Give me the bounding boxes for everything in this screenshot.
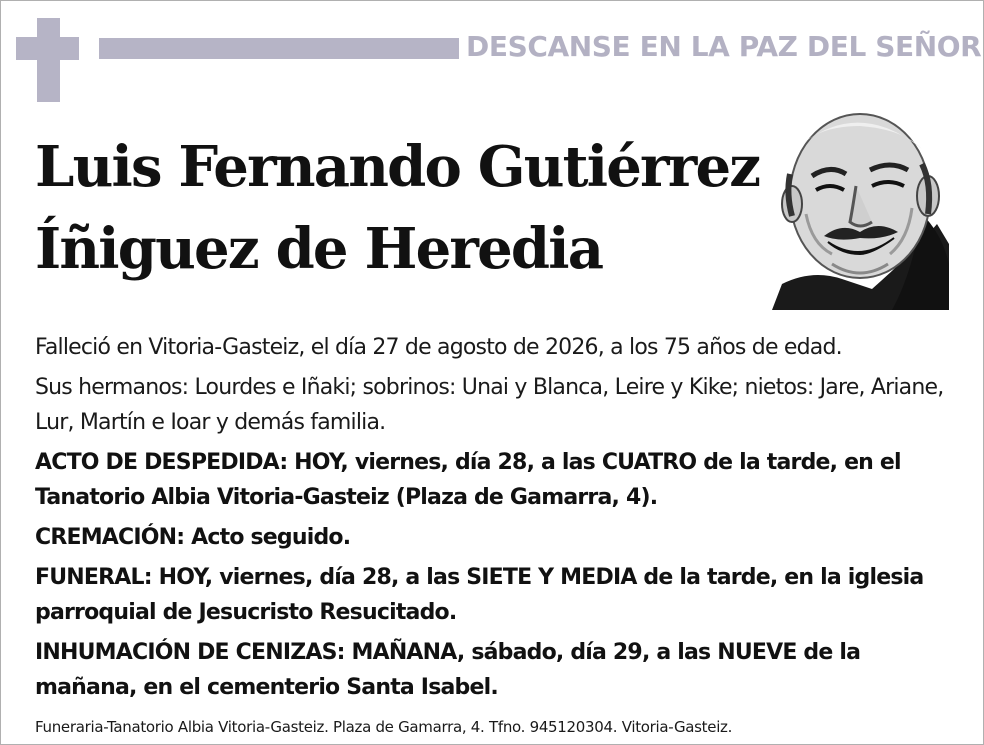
headline: DESCANSE EN LA PAZ DEL SEÑOR <box>466 30 982 63</box>
family-notice: Sus hermanos: Lourdes e Iñaki; sobrinos: Unai y Blanca, Leire y Kike; nietos: Jare, Ariane, Lur, Martín e Ioar y demás familia. <box>35 375 944 435</box>
portrait-photo <box>772 104 949 310</box>
cremation-notice: CREMACIÓN: Acto seguido. <box>35 525 351 550</box>
name-line-2: Íñiguez de Heredia <box>35 216 603 282</box>
cross-icon-arm <box>16 37 79 60</box>
cross-icon <box>37 18 60 102</box>
deceased-name <box>35 126 765 290</box>
name-line-1: Luis Fernando Gutiérrez <box>35 134 760 200</box>
ashes-notice: INHUMACIÓN DE CENIZAS: MAÑANA, sábado, día 29, a las NUEVE de la mañana, en el cementerio Santa Isabel. <box>35 640 861 700</box>
farewell-notice: ACTO DE DESPEDIDA: HOY, viernes, día 28, a las CUATRO de la tarde, en el Tanatorio Albia Vitoria-Gasteiz (Plaza de Gamarra, 4). <box>35 450 901 510</box>
funeral-notice: FUNERAL: HOY, viernes, día 28, a las SIETE Y MEDIA de la tarde, en la iglesia parroquial de Jesucristo Resucitado. <box>35 565 924 625</box>
portrait-illustration <box>772 104 949 310</box>
funeral-home-footer: Funeraria-Tanatorio Albia Vitoria-Gasteiz. Plaza de Gamarra, 4. Tfno. 945120304. Vitoria-Gasteiz. <box>35 718 733 736</box>
header-rule <box>99 38 459 59</box>
death-notice: Falleció en Vitoria-Gasteiz, el día 27 de agosto de 2026, a los 75 años de edad. <box>35 335 842 360</box>
obituary-body <box>35 330 950 710</box>
